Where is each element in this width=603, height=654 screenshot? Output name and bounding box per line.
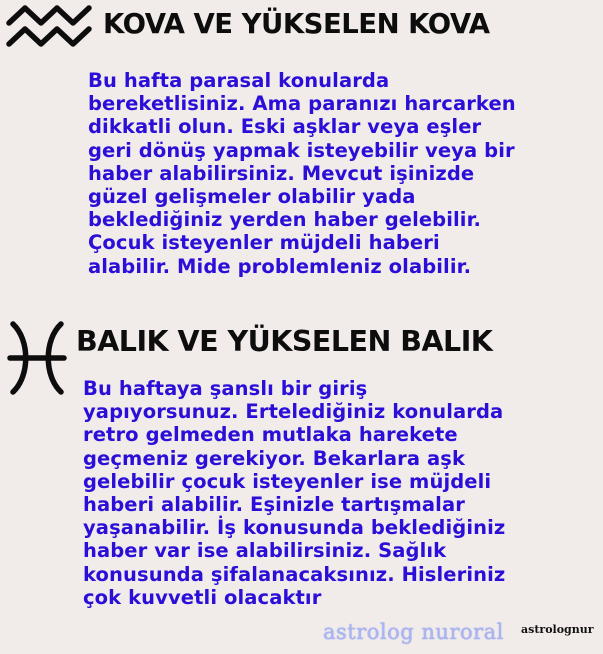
aquarius-symbol-icon: [4, 1, 98, 53]
balik-text-line: yaşanabilir. İş konusunda beklediğiniz: [83, 516, 506, 540]
balik-text-line: çok kuvvetli olacaktır: [83, 585, 322, 609]
watermark-text: astrolog nuroral: [323, 620, 504, 644]
kova-text-line: güzel gelişmeler olabilir yada: [88, 185, 416, 209]
kova-text-line: alabilir. Mide problemleniz olabilir.: [88, 254, 472, 278]
balik-section-title: BALIK VE YÜKSELEN BALIK: [76, 325, 493, 358]
kova-text-line: dikkatli olun. Eski aşklar veya eşler: [88, 115, 482, 139]
kova-text-line: Bu hafta parasal konularda: [88, 69, 390, 92]
balik-text-line: haberi alabilir. Eşinizle tartışmalar: [83, 493, 465, 517]
balik-horoscope-text: [83, 377, 505, 609]
balik-text-line: geçmeniz gerekiyor. Bekarlara aşk: [83, 446, 466, 470]
balik-text-line: gelebilir çocuk isteyenler ise müjdeli: [83, 469, 492, 493]
kova-text-line: haber alabilirsiniz. Mevcut işinizde: [88, 161, 475, 185]
kova-section-title: KOVA VE YÜKSELEN KOVA: [103, 8, 490, 40]
balik-text-line: retro gelmeden mutlaka harekete: [83, 423, 458, 447]
pisces-symbol-icon: [4, 320, 70, 396]
balik-text-line: Bu haftaya şanslı bir giriş: [83, 377, 368, 400]
balik-text-line: yapıyorsunuz. Ertelediğiniz konularda: [83, 400, 504, 424]
kova-text-line: geri dönüş yapmak isteyebilir veya bir: [88, 138, 515, 162]
kova-text-line: bereketlisiniz. Ama paranızı harcarken: [88, 92, 516, 116]
balik-text-line: konusunda şifalanacaksınız. Hisleriniz: [83, 562, 506, 586]
kova-horoscope-text: [88, 69, 516, 278]
author-credit: astrolognur: [521, 623, 594, 636]
kova-text-line: Çocuk isteyenler müjdeli haberi: [88, 231, 440, 255]
kova-text-line: beklediğiniz yerden haber gelebilir.: [88, 208, 482, 232]
balik-text-line: haber var ise alabilirsiniz. Sağlık: [83, 539, 447, 563]
